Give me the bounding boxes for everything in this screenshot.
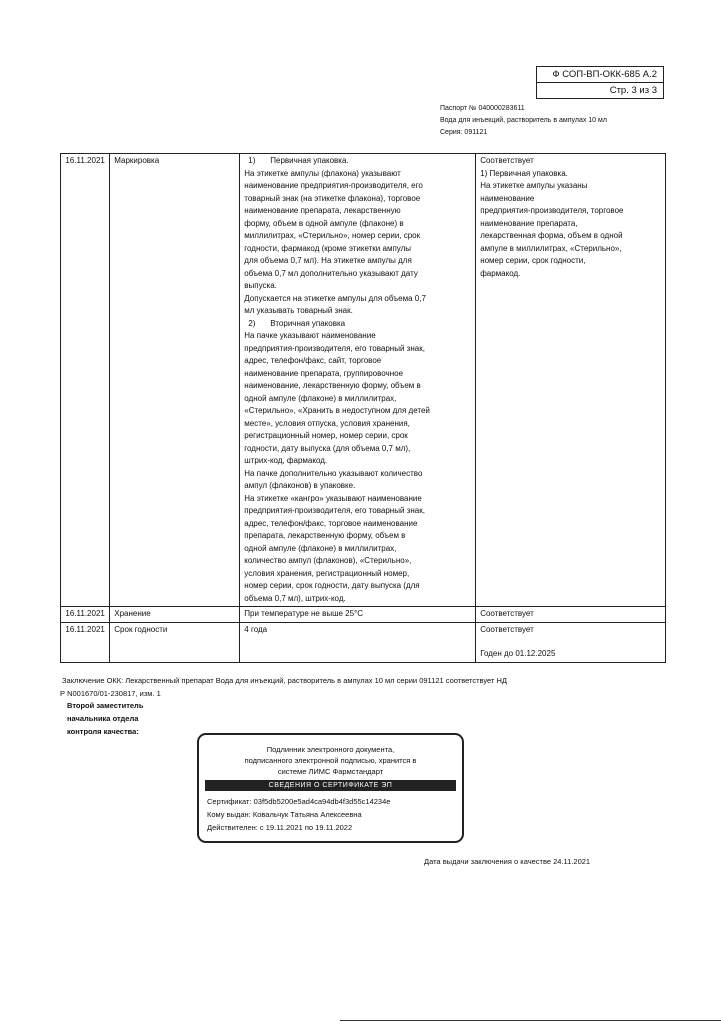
row-requirement: При температуре не выше 25°С bbox=[240, 607, 476, 623]
stamp-head-line-2: подписанного электронной подписью, хранится в bbox=[244, 756, 417, 765]
requirement-text: выпуска. bbox=[244, 281, 277, 290]
requirement-line bbox=[244, 580, 471, 593]
result-line: ампуле в миллилитрах, «Стерильно», bbox=[480, 243, 622, 253]
result-line: наименование bbox=[480, 193, 535, 203]
requirement-line bbox=[244, 505, 471, 518]
passport-info bbox=[440, 103, 607, 139]
requirement-line bbox=[244, 493, 471, 506]
passport-number: Паспорт № 040000283611 bbox=[440, 105, 525, 112]
certificate-details bbox=[207, 795, 462, 834]
requirement-text: предприятия-производителя, его товарный знак, bbox=[244, 506, 425, 515]
certificate-banner: СВЕДЕНИЯ О СЕРТИФИКАТЕ ЭП bbox=[205, 780, 456, 791]
requirement-line bbox=[244, 305, 471, 318]
result-line: Соответствует bbox=[480, 156, 534, 165]
conclusion-line-2: Р N001670/01-230817, изм. 1 bbox=[60, 689, 161, 698]
requirement-line bbox=[244, 243, 471, 256]
requirement-line bbox=[244, 480, 471, 493]
signatory-line-1: Второй заместитель bbox=[67, 701, 144, 710]
conclusion bbox=[62, 674, 662, 700]
requirement-line bbox=[244, 180, 471, 193]
row-date: 16.11.2021 bbox=[61, 154, 110, 607]
requirement-line bbox=[244, 155, 471, 168]
passport-series: Серия: 091121 bbox=[440, 129, 488, 136]
requirement-text: миллилитрах, «Стерильно», номер серии, срок bbox=[244, 231, 421, 240]
result-line: На этикетке ампулы указаны bbox=[480, 181, 588, 190]
certificate-validity: Действителен: с 19.11.2021 по 19.11.2022 bbox=[207, 823, 353, 832]
result-line: предприятия-производителя, торговое bbox=[480, 206, 624, 215]
result-line: 1) Первичная упаковка. bbox=[480, 168, 568, 178]
passport-product: Вода для инъекций, растворитель в ампулах 10 мл bbox=[440, 117, 607, 124]
signatory-line-2: начальника отдела bbox=[67, 714, 139, 723]
requirement-text: одной ампуле (флаконе) в миллилитрах, bbox=[244, 393, 397, 403]
stamp-head-line-1: Подлинник электронного документа, bbox=[266, 745, 395, 754]
requirement-text: количество ампул (флаконов), «Стерильно», bbox=[244, 556, 412, 565]
requirement-number: 1) bbox=[248, 156, 256, 165]
row-indicator: Маркировка bbox=[110, 154, 240, 607]
row-indicator: Хранение bbox=[110, 607, 240, 623]
row-indicator: Срок годности bbox=[110, 622, 240, 662]
issue-date: Дата выдачи заключения о качестве 24.11.2021 bbox=[424, 857, 591, 866]
requirement-text: адрес, телефон/факс, сайт, торговое bbox=[244, 356, 382, 365]
requirement-text: адрес, телефон/факс, торговое наименование bbox=[244, 518, 418, 528]
row-result bbox=[476, 622, 666, 662]
requirement-text: наименование препарата, группировочное bbox=[244, 368, 404, 378]
requirement-text: наименование препарата, лекарственную bbox=[244, 206, 401, 215]
row-requirement: 4 года bbox=[240, 622, 476, 662]
requirement-text: для объема 0,7 мл). На этикетке ампулы для bbox=[244, 256, 412, 265]
requirement-text: мл указывать товарный знак. bbox=[244, 306, 353, 315]
result-list bbox=[480, 155, 661, 280]
document-code: Ф СОП-ВП-ОКК-685 А.2 bbox=[552, 69, 657, 80]
requirement-text: годности, фармакод (кроме этикетки ампулы bbox=[244, 243, 412, 253]
signatory-title bbox=[67, 699, 143, 738]
requirement-text: На этикетке ампулы (флакона) указывают bbox=[244, 168, 401, 178]
certificate-id: Сертификат: 03f5db5200e5ad4ca94db4f3d55c14234e bbox=[207, 797, 391, 806]
requirement-line bbox=[244, 218, 471, 231]
table-row bbox=[61, 622, 666, 662]
requirement-line bbox=[244, 543, 471, 556]
requirement-text: регистрационный номер, номер серии, срок bbox=[244, 431, 408, 440]
requirement-text: наименование предприятия-производителя, его bbox=[244, 181, 423, 190]
result-line: фармакод. bbox=[480, 268, 521, 278]
requirement-list bbox=[244, 155, 471, 605]
requirement-text: месте», условия отпуска, условия хранения, bbox=[244, 418, 410, 428]
requirement-text: номер серии, срок годности, дату выпуска (для bbox=[244, 581, 420, 590]
requirement-line bbox=[244, 343, 471, 356]
requirement-text: Допускается на этикетке ампулы для объема 0,7 bbox=[244, 293, 426, 303]
requirement-line bbox=[244, 280, 471, 293]
requirement-line bbox=[244, 293, 471, 306]
requirement-line bbox=[244, 418, 471, 431]
requirement-text: «Стерильно», «Хранить в недоступном для детей bbox=[244, 406, 430, 415]
requirement-text: Вторичная упаковка bbox=[270, 318, 346, 328]
requirement-text: предприятия-производителя, его товарный знак, bbox=[244, 343, 425, 353]
result-line: наименование препарата, bbox=[480, 218, 578, 228]
requirement-line bbox=[244, 230, 471, 243]
requirement-line bbox=[244, 268, 471, 281]
table-row bbox=[61, 154, 666, 607]
row-date: 16.11.2021 bbox=[61, 622, 110, 662]
requirement-text: объема 0,7 мл дополнительно указывают дату bbox=[244, 268, 418, 278]
document-code-box bbox=[536, 66, 664, 99]
expiry-date: Годен до 01.12.2025 bbox=[480, 649, 556, 658]
requirement-line bbox=[244, 193, 471, 206]
table-row bbox=[61, 607, 666, 623]
requirement-text: штрих-код, фармакод. bbox=[244, 456, 328, 465]
requirement-line bbox=[244, 205, 471, 218]
requirement-line bbox=[244, 318, 471, 331]
requirement-line bbox=[244, 405, 471, 418]
requirement-text: объема 0,7 мл), штрих-код. bbox=[244, 593, 346, 603]
requirement-text: одной ампуле (флаконе) в миллилитрах, bbox=[244, 543, 397, 553]
result-line: номер серии, срок годности, bbox=[480, 256, 586, 265]
result-line: лекарственная форма, объем в одной bbox=[480, 231, 623, 240]
requirement-line bbox=[244, 393, 471, 406]
requirement-text: форму, объем в одной ампуле (флаконе) в bbox=[244, 218, 404, 228]
requirement-line bbox=[244, 168, 471, 181]
quality-control-table bbox=[60, 153, 666, 663]
stamp-header bbox=[199, 744, 462, 777]
requirement-line bbox=[244, 555, 471, 568]
requirement-line bbox=[244, 255, 471, 268]
requirement-number: 2) bbox=[248, 318, 256, 328]
requirement-text: На пачке дополнительно указывают количество bbox=[244, 468, 423, 478]
page-edge-line bbox=[340, 1020, 721, 1021]
conclusion-line-1: Заключение ОКК: Лекарственный препарат Вода для инъекций, растворитель в ампулах 10 мл серии 091121 соответствует НД bbox=[62, 676, 507, 685]
requirement-line bbox=[244, 430, 471, 443]
requirement-text: На этикетке «кангро» указывают наименование bbox=[244, 493, 422, 503]
requirement-line bbox=[244, 330, 471, 343]
requirement-text: условия хранения, регистрационный номер, bbox=[244, 568, 410, 578]
requirement-line bbox=[244, 355, 471, 368]
row-requirement bbox=[240, 154, 476, 607]
requirement-line bbox=[244, 468, 471, 481]
certificate-owner: Кому выдан: Ковальчук Татьяна Алексеевна bbox=[207, 810, 362, 819]
requirement-line bbox=[244, 593, 471, 606]
page-number: Стр. 3 из 3 bbox=[537, 82, 663, 98]
stamp-head-line-3: системе ЛИМС Фармстандарт bbox=[277, 767, 384, 776]
requirement-line bbox=[244, 443, 471, 456]
requirement-line bbox=[244, 455, 471, 468]
requirement-text: Первичная упаковка. bbox=[270, 156, 349, 165]
requirement-text: товарный знак (на этикетке флакона), торговое bbox=[244, 193, 421, 203]
requirement-text: препарата, лекарственную форму, объем в bbox=[244, 531, 406, 540]
requirement-line bbox=[244, 368, 471, 381]
requirement-text: ампул (флаконов) в упаковке. bbox=[244, 481, 356, 490]
requirement-text: наименование, лекарственную форму, объем в bbox=[244, 381, 421, 390]
requirement-line bbox=[244, 380, 471, 393]
row-date: 16.11.2021 bbox=[61, 607, 110, 623]
requirement-line bbox=[244, 530, 471, 543]
requirement-line bbox=[244, 568, 471, 581]
electronic-signature-stamp bbox=[197, 733, 464, 843]
result-status: Соответствует bbox=[480, 624, 534, 634]
requirement-text: На пачке указывают наименование bbox=[244, 331, 376, 340]
signatory-line-3: контроля качества: bbox=[67, 727, 139, 736]
requirement-text: годности, дату выпуска (для объема 0,7 мл), bbox=[244, 443, 411, 453]
row-result bbox=[476, 154, 666, 607]
row-result: Соответствует bbox=[476, 607, 666, 623]
requirement-line bbox=[244, 518, 471, 531]
